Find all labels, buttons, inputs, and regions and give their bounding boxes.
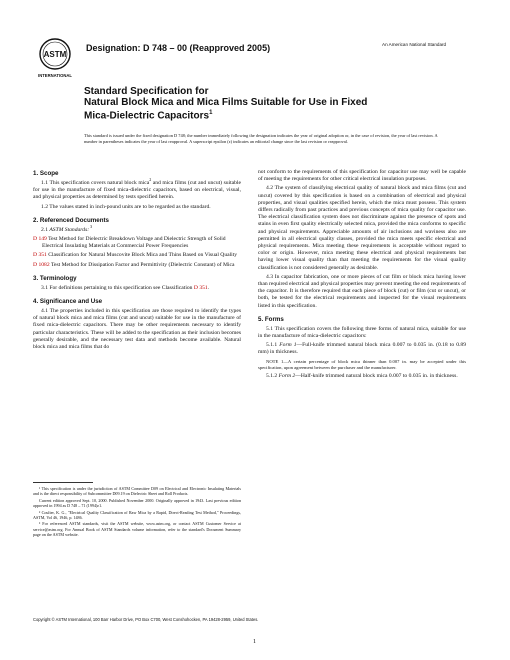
footnote-1-edition: Current edition approved Sept. 10, 2000. Published November 2000. Originally approved in 1943. Last previous edition approved in 1994 as D 748 – 71 (1994)ε1. (33, 497, 241, 509)
footnote-divider (33, 482, 93, 483)
note-1: NOTE 1—A certain percentage of block mica thinner than 0.007 in. may be accepted under this specification, upon agreement between the purchaser and the manufacturer. (258, 358, 466, 370)
page-number: 1 (253, 638, 257, 645)
footnote-ref-2: 2 (149, 177, 152, 183)
section-heading-referenced-documents: 2. Referenced Documents (33, 216, 109, 224)
title-line-2: Natural Block Mica and Mica Films Suitable for Use in Fixed (84, 97, 368, 109)
astm-standards-intro (33, 223, 241, 234)
form-1-num: 5.1.1 (266, 342, 280, 349)
astm-logo-icon (36, 36, 74, 80)
form-2-label: Form 2 (278, 372, 296, 379)
paragraph-3-1-end: . (207, 284, 210, 291)
paragraph-1-1-text-b: and mica films (cut and uncut) suitable for use in the manufacture of fixed mica-dielectric capacitors, based on electrical, visual, and physical properties as determined by tests specified herein. (33, 180, 241, 201)
reference-link-d351-inline[interactable]: D 351 (193, 284, 208, 291)
footnote-2: ² Coulter, K. G., "Electrical Quality Classification of Raw Mica by a Rapid, Direct-Reading Test Method," Proceedings, ASTM, Vol 46, 1946, p. 1486. (33, 509, 241, 521)
form-2-num: 5.1.2 (266, 372, 279, 379)
section-heading-terminology: 3. Terminology (33, 274, 77, 282)
section-heading-forms: 5. Forms (258, 315, 284, 323)
paragraph-3-1-text: 3.1 For definitions pertaining to this specification see Classification (41, 284, 194, 291)
paragraph-4-3: 4.3 In capacitor fabrication, one or more pieces of cut film or block mica having lower than required electrical and physical properties may prevent meeting the end requirements of the capacitor. It is therefore required that each piece of block (cut) or film (cut or uncut), or both, be tested for the electrical requirements and inspected for the visual requirements listed in this specification. (258, 273, 466, 309)
reference-link-d351[interactable]: D 351 (33, 252, 47, 259)
paragraph-1-1-text-a: 1.1 This specification covers natural block mica (41, 180, 150, 186)
astm-standards-intro-num: 2.1 (41, 226, 50, 233)
reference-item (33, 236, 241, 250)
left-column (33, 170, 241, 353)
reference-item (33, 262, 241, 269)
footnote-3: ³ For referenced ASTM standards, visit the ASTM website, www.astm.org, or contact ASTM Customer Service at service@astm.org. For Annual Book of ASTM Standards volume information, refer to the standard's Document Summary page on the ASTM website. (33, 521, 241, 538)
copyright-notice: Copyright © ASTM International, 100 Barr Harbor Drive, PO Box C700, West Conshohocken, PA 19428-2959, United States. (33, 617, 259, 622)
reference-text: Test Method for Dielectric Breakdown Voltage and Dielectric Strength of Solid Electrical Insulating Materials at Commercial Power Frequencies (42, 236, 226, 250)
reference-item (33, 252, 241, 259)
section-heading-scope: 1. Scope (33, 170, 59, 177)
title-line-1: Standard Specification for (84, 86, 209, 97)
reference-link-d1082[interactable]: D 1082 (33, 261, 50, 268)
designation: Designation: D 748 – 00 (Reapproved 2005) (86, 43, 271, 53)
right-column (258, 169, 466, 382)
paragraph-5-1: 5.1 This specification covers the following three forms of natural mica, suitable for use in the manufacture of mica-dielectric capacitors: (258, 325, 466, 340)
logo-text: ASTM (43, 50, 67, 59)
section-heading-significance: 4. Significance and Use (33, 298, 103, 306)
reference-link-d149[interactable]: D 149 (33, 236, 47, 243)
title-footnote-mark: 1 (209, 110, 213, 117)
paragraph-4-1-continued: not conform to the requirements of this specification for capacitor use may well be capable of meeting the requirements for other critical electrical insulation purposes. (258, 169, 466, 183)
footnote-1: ¹ This specification is under the jurisdiction of ASTM Committee D09 on Electrical and Electronic Insulating Materials and is the direct responsibility of Subcommittee D09.19 on Dielectric Sheet and Roll Products. (33, 486, 241, 497)
paragraph-5-1-1 (258, 342, 466, 356)
form-2-text: —Half-knife trimmed natural block mica 0.007 to 0.035 in. in thickness. (295, 372, 458, 379)
astm-standards-label: ASTM Standards: (49, 226, 90, 233)
reference-text: Classification for Natural Muscovite Block Mica and Thins Based on Visual Quality (46, 252, 238, 259)
american-national-standard-label: An American National Standard (382, 42, 447, 47)
document-title (84, 86, 444, 122)
reference-text: Test Method for Dissipation Factor and Permittivity (Dielectric Constant) of Mica (49, 261, 235, 268)
paragraph-5-1-2 (258, 373, 466, 380)
logo-subtext: INTERNATIONAL (38, 73, 72, 78)
paragraph-3-1 (33, 285, 241, 292)
issued-note: This standard is issued under the fixed designation D 748; the number immediately following the designation indicates the year of original adoption or, in the case of revision, the year of last revision. A number in parentheses indicates the year of last reapproval. A superscript epsilon (ε) indicates an editorial change since the last revision or reapproval. (84, 133, 438, 144)
footnotes (33, 482, 241, 539)
paragraph-4-1: 4.1 The properties included in this specification are those required to identify the types of natural block mica and mica films (cut and uncut) suitable for use in the manufacture of fixed mica-dielectric capacitors. There may be other requirements necessary to identify particular characteristics. These will be added to the specification as their inclusion becomes generally desirable, and the necessary test data and methods become available. Natural block mica and mica films that do (33, 308, 241, 351)
form-1-text: —Full-knife trimmed natural block mica 0.007 to 0.035 in. (0.18 to 0.89 mm) in thickness. (258, 342, 466, 356)
footnote-ref-3: 3 (89, 223, 93, 229)
paragraph-4-2: 4.2 The system of classifying electrical quality of natural block and mica films (cut and uncut) covered by this specification is based on a combination of electrical and physical properties, and visual qualities specified herein, which the mica must possess. This system differs radically from past practices and previous concepts of mica quality for capacitor use. The electrical classification system does not discriminate against the presence of spots and stains in even first quality electrically selected mica, provided the mica conforms to specific and physical requirements. Appreciable amounts of air inclusions and waviness also are permitted in all electrical quality classes, provided the mica meets specific electrical and physical requirements. Mica meeting these requirements is acceptable without regard to color or origin. However, mica meeting these electrical and physical requirements but having lower visual quality than that meeting the requirements for the visual quality classification is not considered generally as desirable. (258, 185, 466, 271)
title-line-3: Mica-Dielectric Capacitors (84, 110, 210, 122)
paragraph-1-2: 1.2 The values stated in inch-pound units are to be regarded as the standard. (41, 203, 211, 210)
paragraph-1-1 (33, 177, 241, 202)
form-1-label: Form 1 (279, 342, 297, 349)
